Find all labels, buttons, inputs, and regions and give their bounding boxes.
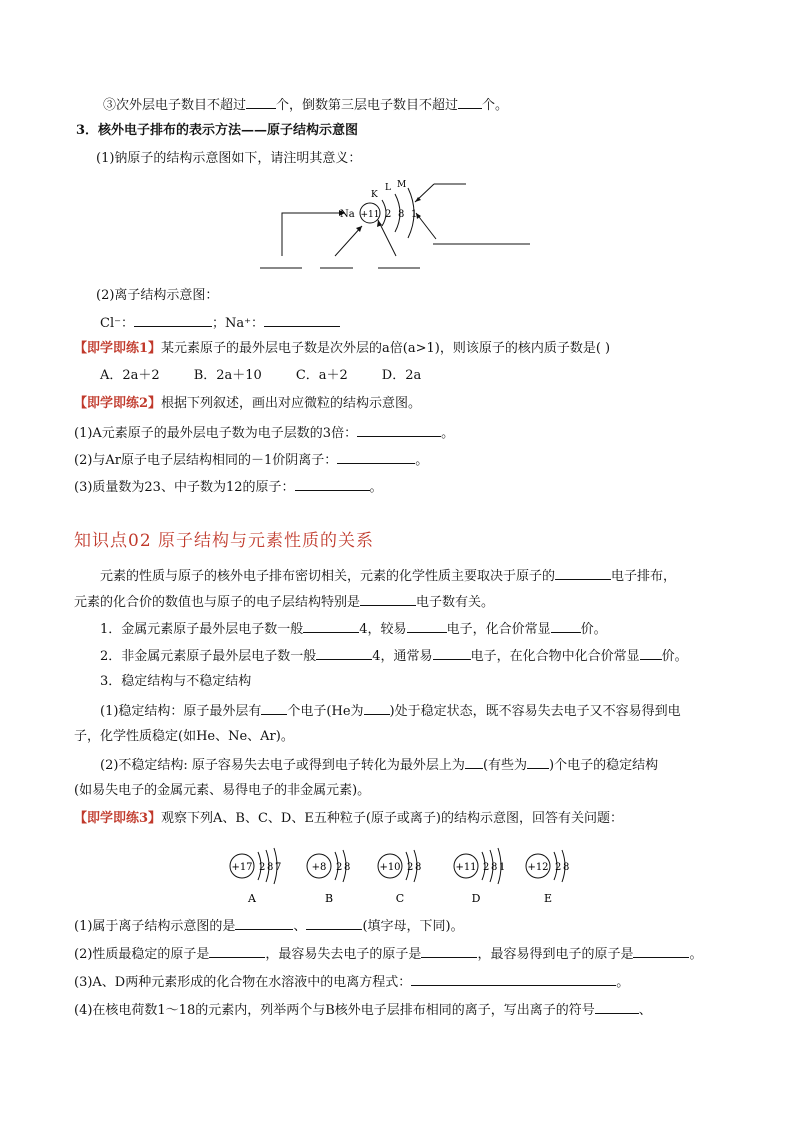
electron-count: 2 [259, 862, 266, 873]
practice3-q4: (4)在核电荷数1～18的元素内，列举两个与B核外电子层排布相同的离子，写出离子的符号 、 [74, 1000, 652, 1020]
sub2-text: (2)离子结构示意图： [96, 288, 219, 303]
answer-blank[interactable] [555, 566, 611, 580]
stable-structure-line2: 子，化学性质稳定(如He、Ne、Ar)。 [74, 729, 294, 744]
particle-label: E [543, 892, 553, 905]
particle-label: B [324, 892, 334, 905]
sub1-text: (1)钠原子的结构示意图如下，请注明其意义： [96, 151, 362, 166]
practice3-q3: (3)A、D两种元素形成的化合物在水溶液中的电离方程式： 。 [74, 972, 629, 992]
arrow-to-symbol [282, 213, 345, 256]
practice2-q1: (1)A元素原子的最外层电子数为电子层数的3倍： 。 [74, 423, 454, 443]
electron-count: 8 [415, 862, 422, 873]
section2-s3: 3．稳定结构与不稳定结构 [100, 674, 252, 689]
electron-count: 7 [275, 862, 282, 873]
practice1-question: 【即学即练1】某元素原子的最外层电子数是次外层的a倍(a>1)，则该原子的核内质子数是( ) [74, 341, 611, 356]
answer-blank[interactable] [246, 95, 276, 109]
answer-blank[interactable] [421, 944, 477, 958]
answer-blank[interactable] [134, 313, 212, 327]
electron-count-k: 2 [385, 209, 392, 220]
section2-p1: 元素的性质与原子的核外电子排布密切相关，元素的化学性质主要取决于原子的 电子排布， [100, 566, 676, 586]
answer-blank[interactable] [264, 313, 340, 327]
answer-blank[interactable] [595, 1000, 639, 1014]
electron-count: 8 [344, 862, 351, 873]
answer-blank[interactable] [527, 755, 549, 769]
answer-blank[interactable] [235, 916, 293, 930]
arrow-to-nucleus [335, 226, 362, 256]
particle-diagrams [220, 845, 580, 905]
shell-label-l: L [385, 183, 391, 193]
answer-blank[interactable] [465, 755, 483, 769]
answer-blank[interactable] [357, 423, 441, 437]
nucleus-charge: +17 [231, 862, 253, 873]
electron-count-m: 1 [411, 209, 418, 220]
particle-label: A [248, 892, 256, 905]
practice2-intro: 【即学即练2】根据下列叙述，画出对应微粒的结构示意图。 [74, 396, 422, 411]
shell-label-m: M [397, 180, 407, 190]
practice3-q2: (2)性质最稳定的原子是 ，最容易失去电子的原子是 ，最容易得到电子的原子是 。 [74, 944, 702, 964]
answer-blank[interactable] [633, 944, 689, 958]
nucleus-charge: +11 [455, 862, 477, 873]
answer-blank[interactable] [360, 592, 416, 606]
electron-count: 2 [336, 862, 343, 873]
electron-count: 8 [267, 862, 274, 873]
electron-count-l: 8 [398, 209, 405, 220]
practice2-q3: (3)质量数为23、中子数为12的原子： 。 [74, 477, 383, 497]
electron-count: 2 [483, 862, 490, 873]
option-a[interactable]: A．2a＋2 [100, 368, 160, 383]
na-symbol: Na [340, 209, 355, 220]
section2-nonmetal: 2．非金属元素原子最外层电子数一般 4，通常易 电子，在化合物中化合价常显 价。 [100, 646, 688, 666]
answer-blank[interactable] [295, 477, 370, 491]
nucleus-charge: +12 [527, 862, 549, 873]
stable-structure-line1: (1)稳定结构：原子最外层有 个电子(He为 )处于稳定状态，既不容易失去电子又不容易得到电 [100, 701, 681, 721]
option-b[interactable]: B．2a＋10 [193, 368, 262, 383]
answer-blank[interactable] [337, 450, 415, 464]
section2-metal: 1．金属元素原子最外层电子数一般 4，较易 电子，化合价常显 价。 [100, 619, 607, 639]
answer-blank[interactable] [411, 972, 616, 986]
item3-line: ③次外层电子数目不超过 个，倒数第三层电子数目不超过 个。 [103, 95, 508, 115]
particle-diagram-b [307, 850, 350, 905]
particle-diagram-c [378, 850, 421, 905]
particle-diagram-a [230, 848, 281, 905]
practice3-q1: (1)属于离子结构示意图的是 、 (填字母，下同)。 [74, 916, 464, 936]
practice3-intro: 【即学即练3】观察下列A、B、C、D、E五种粒子(原子或离子)的结构示意图，回答有关问题： [74, 811, 623, 826]
particle-label: D [471, 892, 481, 905]
section-heading: 知识点02 原子结构与元素性质的关系 [74, 531, 375, 551]
unstable-structure-line2: (如易失电子的金属元素、易得电子的非金属元素)。 [74, 783, 371, 798]
practice1-options [100, 367, 455, 385]
electron-count: 8 [563, 862, 570, 873]
particle-diagram-e [526, 850, 569, 905]
particle-diagram-d [454, 848, 505, 905]
answer-blank[interactable] [261, 701, 287, 715]
nucleus-charge: +10 [379, 862, 401, 873]
electron-count: 8 [491, 862, 498, 873]
answer-blank[interactable] [640, 646, 662, 660]
particle-label: C [395, 892, 405, 905]
answer-blank[interactable] [433, 646, 471, 660]
na-nucleus-charge: +11 [360, 210, 380, 220]
answer-blank[interactable] [306, 916, 362, 930]
answer-blank[interactable] [364, 701, 390, 715]
answer-blank[interactable] [551, 619, 581, 633]
section2-p2: 元素的化合价的数值也与原子的电子层结构特别是 电子数有关。 [74, 592, 494, 612]
shell-label-k: K [371, 190, 378, 200]
answer-blank[interactable] [407, 619, 447, 633]
practice2-q2: (2)与Ar原子电子层结构相同的－1价阴离子： 。 [74, 450, 428, 470]
answer-blank[interactable] [458, 95, 482, 109]
answer-blank[interactable] [316, 646, 372, 660]
electron-count: 1 [499, 862, 506, 873]
electron-count: 2 [555, 862, 562, 873]
answer-blank[interactable] [303, 619, 359, 633]
answer-blank[interactable] [209, 944, 265, 958]
subheading-3: 3．核外电子排布的表示方法——原子结构示意图 [76, 123, 359, 138]
ion-diagram-line: Cl⁻： ；Na⁺： [100, 313, 340, 333]
electron-count: 2 [407, 862, 414, 873]
sodium-structure-diagram [250, 170, 550, 280]
option-c[interactable]: C．a＋2 [295, 368, 348, 383]
unstable-structure-line1: (2)不稳定结构: 原子容易失去电子或得到电子转化为最外层上为 (有些为 )个电子的稳定结构 [100, 755, 658, 775]
option-d[interactable]: D．2a [381, 368, 422, 383]
nucleus-charge: +8 [311, 862, 327, 873]
